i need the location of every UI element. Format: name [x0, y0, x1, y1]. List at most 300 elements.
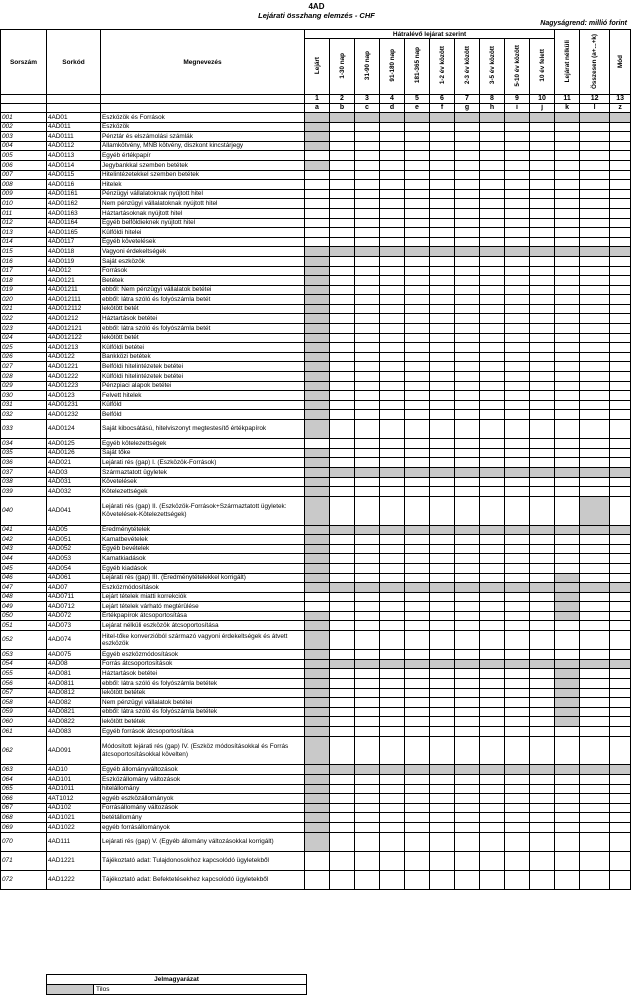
- data-cell[interactable]: [480, 410, 505, 420]
- data-cell[interactable]: [580, 554, 610, 564]
- data-cell[interactable]: [330, 717, 355, 727]
- data-cell[interactable]: [580, 180, 610, 190]
- data-cell[interactable]: [455, 727, 480, 737]
- data-cell[interactable]: [505, 784, 530, 794]
- data-cell[interactable]: [610, 295, 631, 305]
- data-cell[interactable]: [455, 208, 480, 218]
- data-cell[interactable]: [555, 343, 580, 353]
- data-cell[interactable]: [380, 160, 405, 170]
- data-cell[interactable]: [330, 314, 355, 324]
- data-cell[interactable]: [455, 679, 480, 689]
- data-cell[interactable]: [530, 448, 555, 458]
- data-cell[interactable]: [480, 602, 505, 612]
- data-cell[interactable]: [580, 381, 610, 391]
- data-cell[interactable]: [480, 352, 505, 362]
- data-cell[interactable]: [610, 679, 631, 689]
- data-cell[interactable]: [530, 621, 555, 631]
- data-cell[interactable]: [580, 151, 610, 161]
- data-cell[interactable]: [580, 420, 610, 439]
- data-cell[interactable]: [580, 544, 610, 554]
- data-cell[interactable]: [610, 304, 631, 314]
- data-cell[interactable]: [480, 592, 505, 602]
- data-cell[interactable]: [380, 295, 405, 305]
- data-cell[interactable]: [405, 554, 430, 564]
- data-cell[interactable]: [430, 717, 455, 727]
- data-cell[interactable]: [330, 650, 355, 660]
- data-cell[interactable]: [430, 803, 455, 813]
- data-cell[interactable]: [405, 775, 430, 785]
- data-cell[interactable]: [455, 170, 480, 180]
- data-cell[interactable]: [405, 410, 430, 420]
- data-cell[interactable]: [380, 822, 405, 832]
- data-cell[interactable]: [555, 477, 580, 487]
- data-cell[interactable]: [530, 132, 555, 142]
- data-cell[interactable]: [405, 727, 430, 737]
- data-cell[interactable]: [555, 544, 580, 554]
- data-cell[interactable]: [430, 631, 455, 650]
- data-cell[interactable]: [380, 554, 405, 564]
- data-cell[interactable]: [530, 698, 555, 708]
- data-cell[interactable]: [380, 851, 405, 870]
- data-cell[interactable]: [555, 218, 580, 228]
- data-cell[interactable]: [355, 266, 380, 276]
- data-cell[interactable]: [380, 228, 405, 238]
- data-cell[interactable]: [355, 391, 380, 401]
- data-cell[interactable]: [405, 256, 430, 266]
- data-cell[interactable]: [355, 631, 380, 650]
- data-cell[interactable]: [555, 333, 580, 343]
- data-cell[interactable]: [580, 208, 610, 218]
- data-cell[interactable]: [430, 448, 455, 458]
- data-cell[interactable]: [530, 256, 555, 266]
- data-cell[interactable]: [355, 295, 380, 305]
- data-cell[interactable]: [505, 400, 530, 410]
- data-cell[interactable]: [530, 410, 555, 420]
- data-cell[interactable]: [610, 602, 631, 612]
- data-cell[interactable]: [330, 573, 355, 583]
- data-cell[interactable]: [530, 208, 555, 218]
- data-cell[interactable]: [455, 458, 480, 468]
- data-cell[interactable]: [580, 132, 610, 142]
- data-cell[interactable]: [580, 362, 610, 372]
- data-cell[interactable]: [530, 141, 555, 151]
- data-cell[interactable]: [530, 496, 555, 525]
- data-cell[interactable]: [405, 333, 430, 343]
- data-cell[interactable]: [330, 362, 355, 372]
- data-cell[interactable]: [355, 208, 380, 218]
- data-cell[interactable]: [330, 736, 355, 765]
- data-cell[interactable]: [530, 324, 555, 334]
- data-cell[interactable]: [305, 228, 330, 238]
- data-cell[interactable]: [380, 775, 405, 785]
- data-cell[interactable]: [480, 688, 505, 698]
- data-cell[interactable]: [455, 256, 480, 266]
- data-cell[interactable]: [610, 381, 631, 391]
- data-cell[interactable]: [505, 487, 530, 497]
- data-cell[interactable]: [530, 266, 555, 276]
- data-cell[interactable]: [355, 535, 380, 545]
- data-cell[interactable]: [355, 679, 380, 689]
- data-cell[interactable]: [380, 621, 405, 631]
- data-cell[interactable]: [405, 285, 430, 295]
- data-cell[interactable]: [555, 420, 580, 439]
- data-cell[interactable]: [505, 228, 530, 238]
- data-cell[interactable]: [405, 362, 430, 372]
- data-cell[interactable]: [530, 870, 555, 889]
- data-cell[interactable]: [330, 496, 355, 525]
- data-cell[interactable]: [505, 717, 530, 727]
- data-cell[interactable]: [380, 314, 405, 324]
- data-cell[interactable]: [355, 170, 380, 180]
- data-cell[interactable]: [480, 822, 505, 832]
- data-cell[interactable]: [355, 727, 380, 737]
- data-cell[interactable]: [505, 343, 530, 353]
- data-cell[interactable]: [405, 784, 430, 794]
- data-cell[interactable]: [330, 218, 355, 228]
- data-cell[interactable]: [530, 813, 555, 823]
- data-cell[interactable]: [530, 400, 555, 410]
- data-cell[interactable]: [405, 160, 430, 170]
- data-cell[interactable]: [355, 458, 380, 468]
- data-cell[interactable]: [305, 170, 330, 180]
- data-cell[interactable]: [455, 362, 480, 372]
- data-cell[interactable]: [580, 535, 610, 545]
- data-cell[interactable]: [610, 256, 631, 266]
- data-cell[interactable]: [505, 304, 530, 314]
- data-cell[interactable]: [305, 189, 330, 199]
- data-cell[interactable]: [505, 295, 530, 305]
- data-cell[interactable]: [610, 717, 631, 727]
- data-cell[interactable]: [480, 141, 505, 151]
- data-cell[interactable]: [455, 784, 480, 794]
- data-cell[interactable]: [530, 314, 555, 324]
- data-cell[interactable]: [355, 803, 380, 813]
- data-cell[interactable]: [610, 170, 631, 180]
- data-cell[interactable]: [555, 563, 580, 573]
- data-cell[interactable]: [580, 487, 610, 497]
- data-cell[interactable]: [380, 276, 405, 286]
- data-cell[interactable]: [430, 266, 455, 276]
- data-cell[interactable]: [530, 151, 555, 161]
- data-cell[interactable]: [480, 199, 505, 209]
- data-cell[interactable]: [330, 631, 355, 650]
- data-cell[interactable]: [330, 343, 355, 353]
- data-cell[interactable]: [430, 563, 455, 573]
- data-cell[interactable]: [580, 803, 610, 813]
- data-cell[interactable]: [610, 803, 631, 813]
- data-cell[interactable]: [355, 141, 380, 151]
- data-cell[interactable]: [380, 218, 405, 228]
- data-cell[interactable]: [610, 621, 631, 631]
- data-cell[interactable]: [555, 304, 580, 314]
- data-cell[interactable]: [580, 698, 610, 708]
- data-cell[interactable]: [455, 611, 480, 621]
- data-cell[interactable]: [405, 851, 430, 870]
- data-cell[interactable]: [455, 410, 480, 420]
- data-cell[interactable]: [555, 650, 580, 660]
- data-cell[interactable]: [355, 851, 380, 870]
- data-cell[interactable]: [455, 496, 480, 525]
- data-cell[interactable]: [355, 372, 380, 382]
- data-cell[interactable]: [405, 228, 430, 238]
- data-cell[interactable]: [380, 794, 405, 804]
- data-cell[interactable]: [530, 717, 555, 727]
- data-cell[interactable]: [355, 621, 380, 631]
- data-cell[interactable]: [405, 544, 430, 554]
- data-cell[interactable]: [455, 698, 480, 708]
- data-cell[interactable]: [480, 611, 505, 621]
- data-cell[interactable]: [380, 813, 405, 823]
- data-cell[interactable]: [380, 535, 405, 545]
- data-cell[interactable]: [555, 736, 580, 765]
- data-cell[interactable]: [430, 122, 455, 132]
- data-cell[interactable]: [380, 631, 405, 650]
- data-cell[interactable]: [530, 180, 555, 190]
- data-cell[interactable]: [530, 160, 555, 170]
- data-cell[interactable]: [505, 669, 530, 679]
- data-cell[interactable]: [455, 870, 480, 889]
- data-cell[interactable]: [610, 784, 631, 794]
- data-cell[interactable]: [555, 727, 580, 737]
- data-cell[interactable]: [405, 822, 430, 832]
- data-cell[interactable]: [405, 400, 430, 410]
- data-cell[interactable]: [330, 688, 355, 698]
- data-cell[interactable]: [355, 314, 380, 324]
- data-cell[interactable]: [610, 285, 631, 295]
- data-cell[interactable]: [530, 573, 555, 583]
- data-cell[interactable]: [580, 621, 610, 631]
- data-cell[interactable]: [405, 295, 430, 305]
- data-cell[interactable]: [430, 458, 455, 468]
- data-cell[interactable]: [355, 832, 380, 851]
- data-cell[interactable]: [330, 784, 355, 794]
- data-cell[interactable]: [430, 650, 455, 660]
- data-cell[interactable]: [405, 352, 430, 362]
- data-cell[interactable]: [405, 266, 430, 276]
- data-cell[interactable]: [455, 736, 480, 765]
- data-cell[interactable]: [330, 132, 355, 142]
- data-cell[interactable]: [610, 333, 631, 343]
- data-cell[interactable]: [430, 698, 455, 708]
- data-cell[interactable]: [505, 141, 530, 151]
- data-cell[interactable]: [480, 803, 505, 813]
- data-cell[interactable]: [405, 314, 430, 324]
- data-cell[interactable]: [455, 439, 480, 449]
- data-cell[interactable]: [430, 851, 455, 870]
- data-cell[interactable]: [455, 160, 480, 170]
- data-cell[interactable]: [455, 822, 480, 832]
- data-cell[interactable]: [330, 160, 355, 170]
- data-cell[interactable]: [480, 736, 505, 765]
- data-cell[interactable]: [330, 266, 355, 276]
- data-cell[interactable]: [430, 362, 455, 372]
- data-cell[interactable]: [530, 832, 555, 851]
- data-cell[interactable]: [405, 448, 430, 458]
- data-cell[interactable]: [430, 775, 455, 785]
- data-cell[interactable]: [380, 362, 405, 372]
- data-cell[interactable]: [480, 132, 505, 142]
- data-cell[interactable]: [530, 391, 555, 401]
- data-cell[interactable]: [380, 592, 405, 602]
- data-cell[interactable]: [480, 669, 505, 679]
- data-cell[interactable]: [580, 372, 610, 382]
- data-cell[interactable]: [405, 870, 430, 889]
- data-cell[interactable]: [430, 554, 455, 564]
- data-cell[interactable]: [580, 679, 610, 689]
- data-cell[interactable]: [480, 189, 505, 199]
- data-cell[interactable]: [580, 304, 610, 314]
- data-cell[interactable]: [330, 563, 355, 573]
- data-cell[interactable]: [455, 285, 480, 295]
- data-cell[interactable]: [480, 208, 505, 218]
- data-cell[interactable]: [480, 870, 505, 889]
- data-cell[interactable]: [405, 650, 430, 660]
- data-cell[interactable]: [505, 151, 530, 161]
- data-cell[interactable]: [455, 189, 480, 199]
- data-cell[interactable]: [505, 132, 530, 142]
- data-cell[interactable]: [430, 832, 455, 851]
- data-cell[interactable]: [505, 822, 530, 832]
- data-cell[interactable]: [480, 832, 505, 851]
- data-cell[interactable]: [380, 477, 405, 487]
- data-cell[interactable]: [430, 544, 455, 554]
- data-cell[interactable]: [380, 679, 405, 689]
- data-cell[interactable]: [610, 199, 631, 209]
- data-cell[interactable]: [430, 611, 455, 621]
- data-cell[interactable]: [505, 573, 530, 583]
- data-cell[interactable]: [330, 554, 355, 564]
- data-cell[interactable]: [555, 228, 580, 238]
- data-cell[interactable]: [330, 775, 355, 785]
- data-cell[interactable]: [455, 151, 480, 161]
- data-cell[interactable]: [405, 487, 430, 497]
- data-cell[interactable]: [505, 554, 530, 564]
- data-cell[interactable]: [455, 669, 480, 679]
- data-cell[interactable]: [610, 266, 631, 276]
- data-cell[interactable]: [530, 775, 555, 785]
- data-cell[interactable]: [580, 631, 610, 650]
- data-cell[interactable]: [330, 285, 355, 295]
- data-cell[interactable]: [505, 870, 530, 889]
- data-cell[interactable]: [610, 631, 631, 650]
- data-cell[interactable]: [480, 851, 505, 870]
- data-cell[interactable]: [555, 410, 580, 420]
- data-cell[interactable]: [530, 784, 555, 794]
- data-cell[interactable]: [430, 256, 455, 266]
- data-cell[interactable]: [580, 391, 610, 401]
- data-cell[interactable]: [380, 266, 405, 276]
- data-cell[interactable]: [355, 352, 380, 362]
- data-cell[interactable]: [330, 199, 355, 209]
- data-cell[interactable]: [505, 803, 530, 813]
- data-cell[interactable]: [530, 189, 555, 199]
- data-cell[interactable]: [355, 410, 380, 420]
- data-cell[interactable]: [330, 304, 355, 314]
- data-cell[interactable]: [555, 496, 580, 525]
- data-cell[interactable]: [355, 256, 380, 266]
- data-cell[interactable]: [430, 208, 455, 218]
- data-cell[interactable]: [480, 324, 505, 334]
- data-cell[interactable]: [430, 707, 455, 717]
- data-cell[interactable]: [330, 352, 355, 362]
- data-cell[interactable]: [610, 496, 631, 525]
- data-cell[interactable]: [480, 218, 505, 228]
- data-cell[interactable]: [405, 631, 430, 650]
- data-cell[interactable]: [355, 611, 380, 621]
- data-cell[interactable]: [430, 372, 455, 382]
- data-cell[interactable]: [380, 304, 405, 314]
- data-cell[interactable]: [555, 122, 580, 132]
- data-cell[interactable]: [305, 439, 330, 449]
- data-cell[interactable]: [480, 391, 505, 401]
- data-cell[interactable]: [330, 122, 355, 132]
- data-cell[interactable]: [480, 180, 505, 190]
- data-cell[interactable]: [330, 813, 355, 823]
- data-cell[interactable]: [330, 333, 355, 343]
- data-cell[interactable]: [555, 851, 580, 870]
- data-cell[interactable]: [505, 631, 530, 650]
- data-cell[interactable]: [380, 832, 405, 851]
- data-cell[interactable]: [330, 439, 355, 449]
- data-cell[interactable]: [455, 237, 480, 247]
- data-cell[interactable]: [480, 439, 505, 449]
- data-cell[interactable]: [530, 727, 555, 737]
- data-cell[interactable]: [580, 228, 610, 238]
- data-cell[interactable]: [430, 160, 455, 170]
- data-cell[interactable]: [305, 180, 330, 190]
- data-cell[interactable]: [380, 410, 405, 420]
- data-cell[interactable]: [555, 822, 580, 832]
- data-cell[interactable]: [380, 333, 405, 343]
- data-cell[interactable]: [455, 352, 480, 362]
- data-cell[interactable]: [430, 621, 455, 631]
- data-cell[interactable]: [480, 420, 505, 439]
- data-cell[interactable]: [380, 736, 405, 765]
- data-cell[interactable]: [330, 611, 355, 621]
- data-cell[interactable]: [330, 698, 355, 708]
- data-cell[interactable]: [355, 554, 380, 564]
- data-cell[interactable]: [430, 496, 455, 525]
- data-cell[interactable]: [580, 324, 610, 334]
- data-cell[interactable]: [580, 707, 610, 717]
- data-cell[interactable]: [610, 727, 631, 737]
- data-cell[interactable]: [530, 851, 555, 870]
- data-cell[interactable]: [580, 295, 610, 305]
- data-cell[interactable]: [580, 736, 610, 765]
- data-cell[interactable]: [505, 324, 530, 334]
- data-cell[interactable]: [455, 420, 480, 439]
- data-cell[interactable]: [580, 189, 610, 199]
- data-cell[interactable]: [430, 170, 455, 180]
- data-cell[interactable]: [580, 573, 610, 583]
- data-cell[interactable]: [455, 707, 480, 717]
- data-cell[interactable]: [480, 228, 505, 238]
- data-cell[interactable]: [505, 448, 530, 458]
- data-cell[interactable]: [505, 199, 530, 209]
- data-cell[interactable]: [330, 180, 355, 190]
- data-cell[interactable]: [580, 256, 610, 266]
- data-cell[interactable]: [580, 285, 610, 295]
- data-cell[interactable]: [380, 544, 405, 554]
- data-cell[interactable]: [580, 218, 610, 228]
- data-cell[interactable]: [530, 563, 555, 573]
- data-cell[interactable]: [305, 199, 330, 209]
- data-cell[interactable]: [380, 458, 405, 468]
- data-cell[interactable]: [380, 122, 405, 132]
- data-cell[interactable]: [405, 372, 430, 382]
- data-cell[interactable]: [610, 151, 631, 161]
- data-cell[interactable]: [330, 851, 355, 870]
